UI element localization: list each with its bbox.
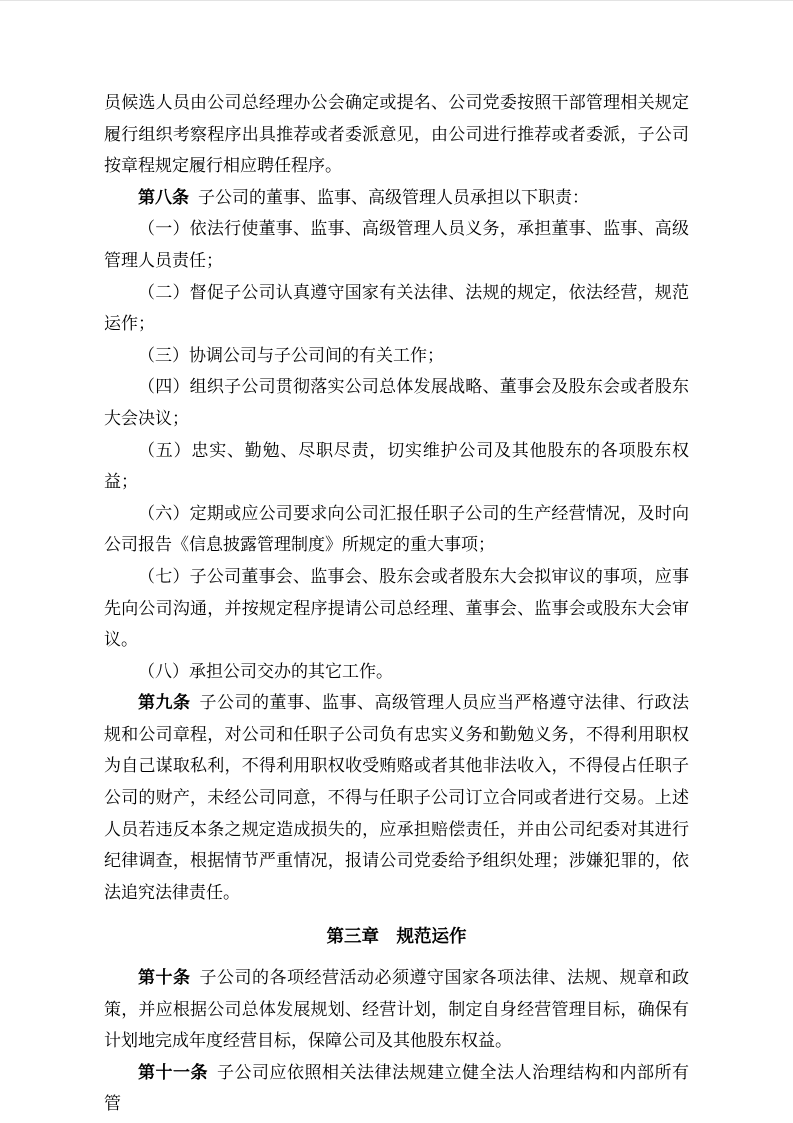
article-paragraph-10 — [104, 962, 689, 1057]
list-item-2: （二）督促子公司认真遵守国家有关法律、法规的规定，依法经营，规范运作； — [104, 282, 689, 334]
article-text: 子公司的各项经营活动必须遵守国家各项法律、法规、规章和政策，并应根据公司总体发展规划、经营计划，制定自身经营管理目标，确保有计划地完成年度经营目标，保障公司及其他股东权益。 — [104, 968, 689, 1051]
article-paragraph-11 — [104, 1057, 689, 1120]
article-text: 子公司的董事、监事、高级管理人员应当严格遵守法律、行政法规和公司章程，对公司和任职子公司负有忠实义务和勤勉义务，不得利用职权为自己谋取私利，不得利用职权收受贿赂或者其他非法收入，不得侵占任职子公司的财产，未经公司同意，不得与任职子公司订立合同或者进行交易。上述人员若违反本条之规定造成损失的，应承担赔偿责任，并由公司纪委对其进行纪律调查，根据情节严重情况，报请公司党委给予组织处理；涉嫌犯罪的，依法追究法律责任。 — [104, 693, 689, 902]
article-number-label: 第十一条 — [138, 1062, 208, 1082]
list-item-8: （八）承担公司交办的其它工作。 — [138, 661, 393, 681]
article-number-label: 第九条 — [138, 693, 191, 713]
list-item-3: （三）协调公司与子公司间的有关工作； — [138, 345, 444, 365]
list-item-1: （一）依法行使董事、监事、高级管理人员义务，承担董事、监事、高级管理人员责任； — [104, 219, 689, 270]
article-text: 子公司应依照相关法律法规建立健全法人治理结构和内部所有管 — [104, 1062, 689, 1114]
article-number-label: 第八条 — [138, 187, 189, 207]
list-item-4: （四）组织子公司贯彻落实公司总体发展战略、董事会及股东会或者股东大会决议； — [104, 377, 689, 428]
article-paragraph-9 — [104, 687, 689, 908]
list-item-7: （七）子公司董事会、监事会、股东会或者股东大会拟审议的事项，应事先向公司沟通，并按规定程序提请公司总经理、董事会、监事会或股东大会审议。 — [104, 566, 689, 650]
document-body — [104, 87, 689, 1120]
list-item-6: （六）定期或应公司要求向公司汇报任职子公司的生产经营情况，及时向公司报告《信息披露管理制度》所规定的重大事项； — [104, 503, 689, 555]
chapter-heading: 第三章 规范运作 — [326, 926, 467, 947]
article-text: 子公司的董事、监事、高级管理人员承担以下职责： — [198, 187, 589, 207]
article-number-label: 第十条 — [138, 968, 191, 988]
paragraph-continuation: 员候选人员由公司总经理办公会确定或提名、公司党委按照干部管理相关规定履行组织考察程序出具推荐或者委派意见，由公司进行推荐或者委派，子公司按章程规定履行相应聘任程序。 — [104, 93, 689, 176]
article-paragraph-8 — [104, 182, 689, 214]
list-item-5: （五）忠实、勤勉、尽职尽责，切实维护公司及其他股东的各项股东权益； — [104, 440, 689, 492]
